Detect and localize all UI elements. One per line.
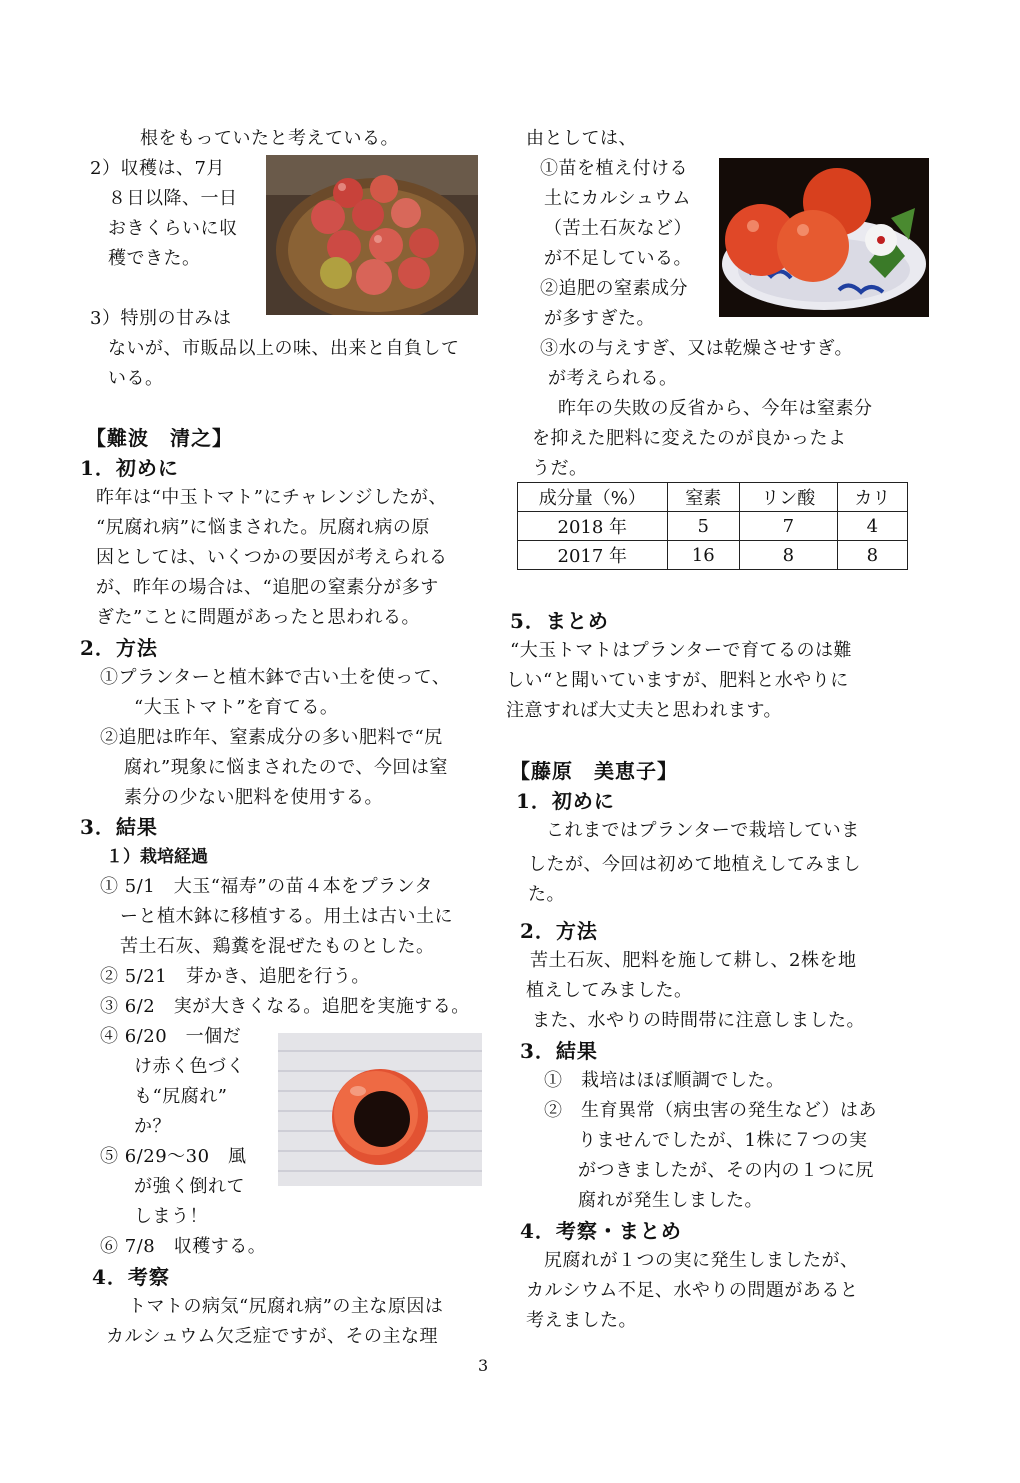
- b1-heading: 1．初めに: [516, 789, 615, 813]
- harvest-line-1: 2）収穫は、7月: [90, 158, 225, 179]
- s4-line: カルシュウム欠乏症ですが、その主な理: [106, 1326, 439, 1347]
- b4-heading: 4．考察・まとめ: [520, 1219, 682, 1243]
- table-cell: 2017 年: [518, 541, 668, 570]
- s1-line: 昨年は“中玉トマト”にチャレンジしたが、: [96, 487, 447, 508]
- s4-line: トマトの病気“尻腐れ病”の主な原因は: [128, 1296, 444, 1317]
- blossom-end-rot-photo: [278, 1033, 482, 1186]
- s1-line: が、昨年の場合は、“追肥の窒素分が多す: [96, 577, 439, 598]
- author-name-fujiwara: 【藤原 美恵子】: [510, 759, 678, 783]
- author-name-namba: 【難波 清之】: [86, 426, 233, 450]
- b1-line: したが、今回は初めて地植えしてみまし: [528, 854, 861, 875]
- b3-line: ① 栽培はほぼ順調でした。: [544, 1070, 785, 1091]
- s3-subheading: １）栽培経過: [106, 847, 208, 867]
- b3-line: がつきましたが、その内の１つに尻: [578, 1160, 874, 1181]
- table-row: [518, 512, 908, 541]
- section-3-heading: 3．結果: [80, 815, 158, 839]
- s5-line: しい“と聞いていますが、肥料と水やりに: [506, 670, 849, 691]
- s3-line: ③ 6/2 実が大きくなる。追肥を実施する。: [100, 996, 470, 1017]
- b2-line: 苦土石灰、肥料を施して耕し、2株を地: [530, 950, 857, 971]
- reason-line: が多すぎた。: [544, 308, 655, 329]
- section-2-heading: 2．方法: [80, 636, 158, 660]
- reason-line: 由としては、: [526, 128, 637, 149]
- s2-line: “大玉トマト”を育てる。: [134, 697, 339, 718]
- s3-line: ① 5/1 大玉“福寿”の苗４本をプランタ: [100, 876, 433, 897]
- reason-line: ①苗を植え付ける: [540, 158, 688, 179]
- section-1-heading: 1．初めに: [80, 456, 179, 480]
- table-cell: 16: [667, 541, 739, 570]
- s5-line: “大玉トマトはプランターで育てるのは難: [510, 640, 852, 661]
- sweet-line-1: 3）特別の甘みは: [90, 308, 232, 329]
- table-cell: 8: [837, 541, 907, 570]
- s3-photo-line: も“尻腐れ”: [134, 1086, 228, 1107]
- s2-line: ②追肥は昨年、窒素成分の多い肥料で“尻: [100, 727, 443, 748]
- tomatoes-on-plate-photo: [719, 158, 929, 317]
- table-header-cell: カリ: [837, 483, 907, 512]
- b2-heading: 2．方法: [520, 919, 598, 943]
- b3-heading: 3．結果: [520, 1039, 598, 1063]
- table-cell: 2018 年: [518, 512, 668, 541]
- b3-line: りませんでしたが、1株に７つの実: [578, 1130, 868, 1151]
- sweet-line-3: いる。: [108, 368, 164, 389]
- table-cell: 7: [739, 512, 837, 541]
- b4-line: 考えました。: [526, 1310, 637, 1331]
- sweet-line-2: ないが、市販品以上の味、出来と自負して: [108, 338, 460, 359]
- s2-line: ①プランターと植木鉢で古い土を使って、: [100, 667, 451, 688]
- harvest-line-3: おきくらいに収: [108, 218, 238, 239]
- reason-line: 土にカルシュウム: [544, 188, 692, 209]
- table-header-cell: 成分量（%）: [518, 483, 668, 512]
- reason-line: が不足している。: [544, 248, 692, 269]
- reflect-line: を抑えた肥料に変えたのが良かったよ: [532, 428, 847, 449]
- b3-line: 腐れが発生しました。: [578, 1190, 763, 1211]
- page-number: 3: [478, 1356, 489, 1375]
- table-header-row: [518, 483, 908, 512]
- s3-line: ② 5/21 芽かき、追肥を行う。: [100, 966, 370, 987]
- s3-line: 苦土石灰、鶏糞を混ぜたものとした。: [120, 936, 435, 957]
- b2-line: 植えしてみました。: [526, 980, 693, 1001]
- left-continuation-text: 根をもっていたと考えている。: [140, 128, 399, 149]
- b4-line: カルシウム不足、水やりの問題があると: [526, 1280, 859, 1301]
- s2-line: 素分の少ない肥料を使用する。: [124, 787, 383, 808]
- s3-photo-line: が強く倒れて: [134, 1176, 245, 1197]
- b2-line: また、水やりの時間帯に注意しました。: [532, 1010, 865, 1031]
- s1-line: 因としては、いくつかの要因が考えられる: [96, 547, 448, 568]
- table-header-cell: 窒素: [667, 483, 739, 512]
- reason-line: が考えられる。: [548, 368, 678, 389]
- b4-line: 尻腐れが１つの実に発生しましたが、: [544, 1250, 859, 1271]
- section-4-heading: 4．考察: [92, 1265, 170, 1289]
- s1-line: “尻腐れ病”に悩まされた。尻腐れ病の原: [96, 517, 430, 538]
- b3-line: ② 生育異常（病虫害の発生など）はあ: [544, 1100, 877, 1121]
- s3-photo-line: か？: [134, 1116, 171, 1137]
- harvest-line-4: 穫できた。: [108, 248, 201, 269]
- b1-line: た。: [528, 884, 565, 905]
- nutrient-table: [517, 482, 908, 570]
- s3-photo-line: ⑥ 7/8 収穫する。: [100, 1236, 267, 1257]
- s3-photo-line: ⑤ 6/29～30 風: [100, 1146, 247, 1167]
- reason-line: （苦土石灰など）: [544, 218, 692, 239]
- reason-line: ③水の与えすぎ、又は乾燥させすぎ。: [540, 338, 854, 359]
- s3-photo-line: け赤く色づく: [134, 1056, 245, 1077]
- table-header-cell: リン酸: [739, 483, 837, 512]
- table-row: [518, 541, 908, 570]
- table-cell: 5: [667, 512, 739, 541]
- s2-line: 腐れ”現象に悩まされたので、今回は窒: [124, 757, 448, 778]
- table-cell: 8: [739, 541, 837, 570]
- table-cell: 4: [837, 512, 907, 541]
- harvest-line-2: ８日以降、一日: [108, 188, 238, 209]
- section-5-heading: 5．まとめ: [510, 609, 609, 633]
- reflect-line: うだ。: [532, 458, 588, 479]
- s3-line: ーと植木鉢に移植する。用土は古い土に: [120, 906, 453, 927]
- reason-line: ②追肥の窒素成分: [540, 278, 688, 299]
- s3-photo-line: しまう！: [134, 1206, 208, 1227]
- tomato-basket-photo: [266, 155, 478, 315]
- b1-line: これまではプランターで栽培していま: [546, 820, 860, 841]
- s1-line: ぎた”ことに問題があったと思われる。: [96, 607, 421, 628]
- s5-line: 注意すれば大丈夫と思われます。: [506, 700, 783, 721]
- s3-photo-line: ④ 6/20 一個だ: [100, 1026, 242, 1047]
- reflect-line: 昨年の失敗の反省から、今年は窒素分: [558, 398, 873, 419]
